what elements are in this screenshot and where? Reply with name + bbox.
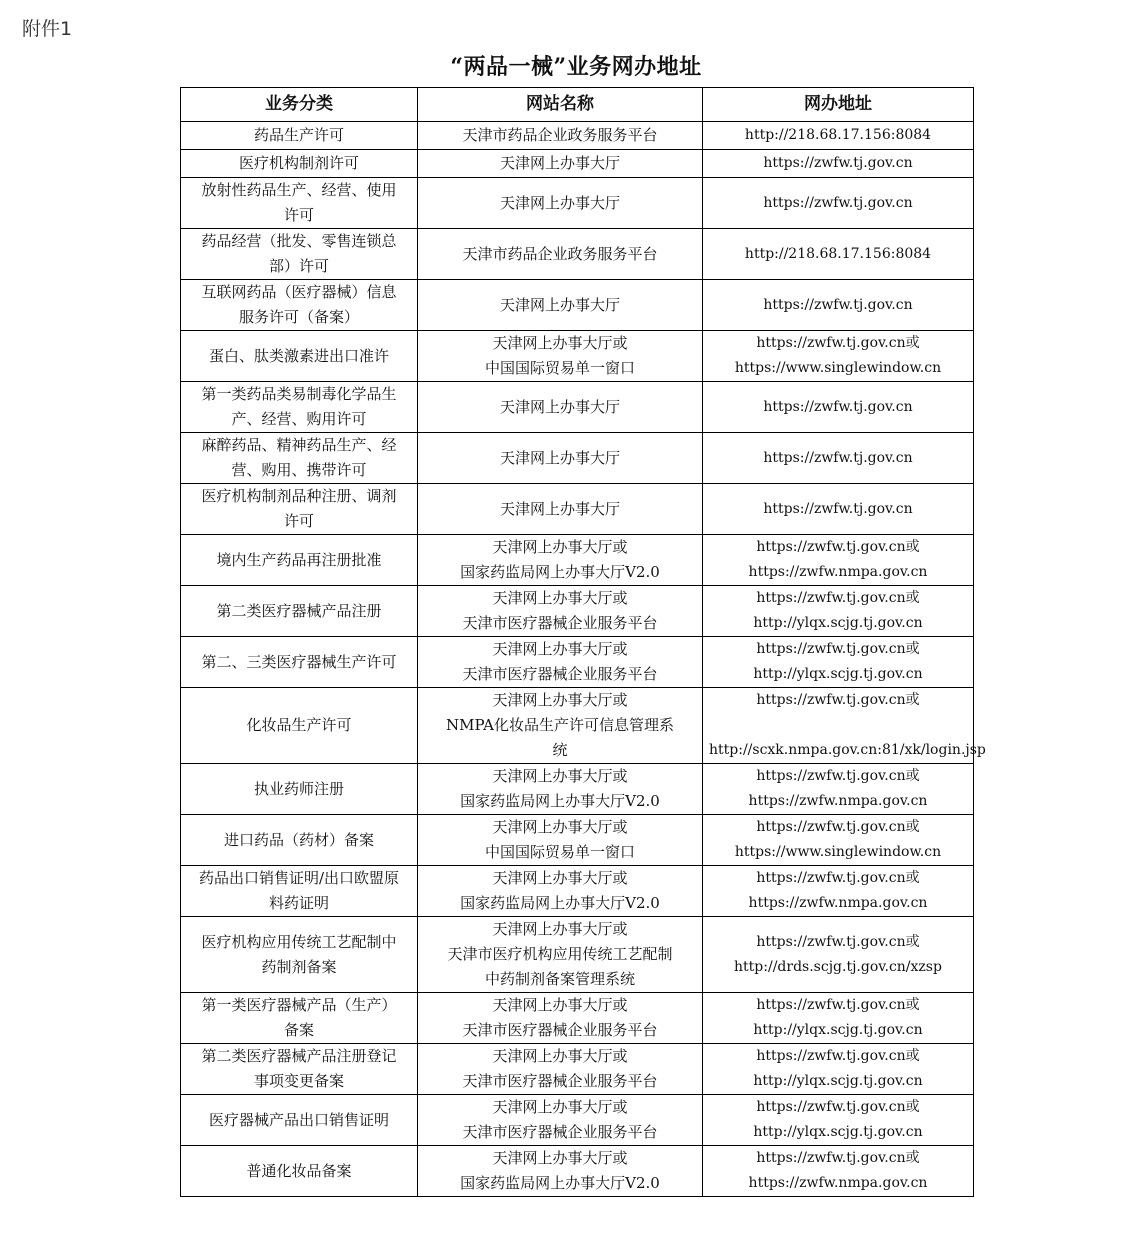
category-cell [181, 280, 418, 331]
site-name-cell-line: 天津网上办事大厅 [499, 295, 620, 314]
site-name-cell-line: 天津市医疗器械企业服务平台 [462, 665, 658, 683]
category-cell [181, 122, 418, 150]
url-cell-line[interactable]: https://zwfw.tj.gov.cn或 [756, 335, 920, 351]
category-cell-line: 第一类药品类易制毒化学品生 [201, 385, 397, 403]
site-name-cell [418, 433, 703, 484]
site-name-cell-line: 天津网上办事大厅 [499, 193, 620, 212]
category-cell-line: 第二类医疗器械产品注册 [216, 601, 382, 620]
table-row [181, 688, 974, 764]
url-cell [703, 1146, 974, 1197]
site-name-cell-line: 天津网上办事大厅或 [492, 334, 628, 352]
site-name-cell [418, 815, 703, 866]
site-name-cell-line: 天津网上办事大厅或 [492, 691, 628, 709]
url-cell-line[interactable]: http://scxk.nmpa.gov.cn:81/xk/login.jsp [709, 742, 986, 758]
category-cell-line: 第一类医疗器械产品（生产） [201, 996, 397, 1014]
table-row [181, 535, 974, 586]
site-name-cell [418, 993, 703, 1044]
category-cell [181, 535, 418, 586]
table-row [181, 122, 974, 150]
url-cell [703, 331, 974, 382]
table-row [181, 280, 974, 331]
table-row [181, 917, 974, 993]
site-name-cell [418, 1095, 703, 1146]
site-name-cell-line: 天津网上办事大厅或 [492, 1149, 628, 1167]
category-cell [181, 1044, 418, 1095]
url-cell-line[interactable]: https://zwfw.nmpa.gov.cn [748, 793, 928, 809]
url-cell-line[interactable]: https://zwfw.tj.gov.cn或 [756, 870, 920, 886]
category-cell-line: 医疗机构制剂许可 [238, 154, 359, 172]
url-cell-line[interactable]: https://www.singlewindow.cn [734, 844, 942, 860]
category-cell-line: 药制剂备案 [261, 957, 337, 976]
site-name-cell [418, 637, 703, 688]
table-row [181, 586, 974, 637]
category-cell-line: 服务许可（备案） [238, 308, 359, 326]
site-name-cell [418, 1044, 703, 1095]
table-row [181, 1095, 974, 1146]
site-name-cell-line: 天津市药品企业政务服务平台 [462, 244, 658, 263]
url-cell [703, 484, 974, 535]
url-cell-line[interactable]: https://zwfw.tj.gov.cn或 [756, 1150, 920, 1166]
site-name-cell [418, 866, 703, 917]
url-cell [703, 150, 974, 178]
url-cell [703, 1095, 974, 1146]
url-cell-line[interactable]: http://ylqx.scjg.tj.gov.cn [753, 666, 923, 682]
table-header-row [181, 88, 974, 122]
category-cell [181, 815, 418, 866]
site-name-cell-line: 天津网上办事大厅 [499, 154, 620, 172]
category-cell [181, 433, 418, 484]
site-name-cell-line: 天津网上办事大厅或 [492, 1047, 628, 1065]
site-name-cell-line: 天津网上办事大厅或 [492, 818, 628, 836]
category-cell [181, 917, 418, 993]
url-cell-line[interactable]: http://ylqx.scjg.tj.gov.cn [753, 1022, 923, 1038]
category-cell-line: 第二、三类医疗器械生产许可 [201, 652, 397, 671]
category-cell-line: 营、购用、携带许可 [231, 461, 367, 479]
category-cell-line: 化妆品生产许可 [246, 716, 352, 734]
url-cell [703, 122, 974, 150]
table-row [181, 433, 974, 484]
table-row [181, 178, 974, 229]
category-cell [181, 178, 418, 229]
category-cell-line: 蛋白、肽类激素进出口准许 [208, 346, 389, 365]
url-cell-line[interactable] [709, 713, 967, 738]
category-cell-line: 药品出口销售证明/出口欧盟原 [198, 869, 400, 887]
page-title: “两品一械”业务网办地址 [450, 54, 702, 80]
table-row [181, 637, 974, 688]
category-cell [181, 586, 418, 637]
url-cell [703, 815, 974, 866]
site-name-cell-line: 天津网上办事大厅或 [492, 640, 628, 658]
column-header-url: 网办地址 [703, 88, 974, 122]
url-cell [703, 1044, 974, 1095]
url-cell-line[interactable]: http://218.68.17.156:8084 [744, 127, 932, 143]
site-name-cell [418, 484, 703, 535]
url-cell [703, 535, 974, 586]
url-cell-line[interactable]: https://zwfw.tj.gov.cn或 [756, 590, 920, 606]
url-cell-line[interactable]: https://www.singlewindow.cn [734, 360, 942, 376]
url-cell [703, 637, 974, 688]
url-cell-line[interactable]: https://zwfw.tj.gov.cn或 [756, 997, 920, 1013]
url-cell-line[interactable]: https://zwfw.tj.gov.cn [763, 194, 913, 211]
category-cell-line: 普通化妆品备案 [246, 1161, 352, 1180]
category-cell [181, 229, 418, 280]
site-name-cell [418, 178, 703, 229]
url-cell-line[interactable]: https://zwfw.tj.gov.cn或 [756, 539, 920, 555]
site-name-cell-line: 天津网上办事大厅或 [492, 869, 628, 887]
url-cell-line[interactable]: https://zwfw.tj.gov.cn [763, 500, 913, 517]
category-cell-line: 第二类医疗器械产品注册登记 [201, 1047, 397, 1065]
url-cell-line[interactable]: https://zwfw.tj.gov.cn [763, 296, 913, 313]
site-name-cell-line: 天津市医疗器械企业服务平台 [462, 1021, 658, 1039]
category-cell-line: 麻醉药品、精神药品生产、经 [201, 436, 397, 454]
category-cell [181, 484, 418, 535]
url-cell-line[interactable]: https://zwfw.tj.gov.cn或 [756, 819, 920, 835]
category-cell [181, 764, 418, 815]
site-name-cell [418, 688, 703, 764]
site-name-cell-line: 天津网上办事大厅或 [492, 996, 628, 1014]
category-cell-line: 互联网药品（医疗器械）信息 [201, 283, 397, 301]
url-cell-line[interactable]: https://zwfw.tj.gov.cn或 [756, 692, 920, 708]
url-cell-line[interactable]: http://218.68.17.156:8084 [744, 245, 932, 262]
site-name-cell-line: 天津市医疗器械企业服务平台 [462, 1123, 658, 1141]
url-cell-line[interactable]: http://ylqx.scjg.tj.gov.cn [753, 615, 923, 631]
category-cell [181, 150, 418, 178]
url-cell [703, 586, 974, 637]
category-cell-line: 事项变更备案 [253, 1072, 344, 1090]
url-cell-line[interactable]: https://zwfw.tj.gov.cn或 [756, 1048, 920, 1064]
site-name-cell-line: 国家药监局网上办事大厅V2.0 [460, 792, 660, 810]
site-name-cell-line: 天津网上办事大厅 [499, 448, 620, 467]
url-cell [703, 280, 974, 331]
category-cell-line: 进口药品（药材）备案 [223, 830, 374, 849]
category-cell [181, 1095, 418, 1146]
site-name-cell [418, 122, 703, 150]
url-cell [703, 917, 974, 993]
category-cell-line: 料药证明 [268, 894, 329, 912]
url-cell [703, 433, 974, 484]
category-cell-line: 医疗机构应用传统工艺配制中 [201, 932, 397, 951]
url-cell-line[interactable]: https://zwfw.nmpa.gov.cn [748, 564, 928, 580]
site-name-cell-line: 天津网上办事大厅 [499, 397, 620, 416]
site-name-cell-line: 天津网上办事大厅 [499, 499, 620, 518]
table-row [181, 1146, 974, 1197]
url-cell-line[interactable]: https://zwfw.tj.gov.cn或 [756, 641, 920, 657]
url-cell-line[interactable]: http://ylqx.scjg.tj.gov.cn [753, 1124, 923, 1140]
site-name-cell-line: 国家药监局网上办事大厅V2.0 [460, 894, 660, 912]
category-cell [181, 1146, 418, 1197]
category-cell-line: 许可 [283, 206, 314, 224]
site-name-cell-line: 统 [552, 741, 568, 759]
site-name-cell-line: 天津市药品企业政务服务平台 [462, 126, 658, 144]
site-name-cell-line: NMPA化妆品生产许可信息管理系 [445, 716, 675, 734]
category-cell [181, 331, 418, 382]
url-cell [703, 866, 974, 917]
table-row [181, 382, 974, 433]
url-cell-line[interactable]: https://zwfw.nmpa.gov.cn [748, 895, 928, 911]
table-row [181, 764, 974, 815]
category-cell-line: 医疗器械产品出口销售证明 [208, 1110, 389, 1129]
table-row [181, 150, 974, 178]
attachment-label: 附件1 [22, 18, 73, 40]
table-body [181, 122, 986, 1197]
site-name-cell-line: 天津市医疗机构应用传统工艺配制 [447, 945, 673, 963]
site-name-cell [418, 150, 703, 178]
category-cell-line: 医疗机构制剂品种注册、调剂 [201, 487, 397, 505]
url-cell [703, 178, 974, 229]
business-address-table [180, 87, 986, 1197]
table-row [181, 1044, 974, 1095]
category-cell-line: 境内生产药品再注册批准 [216, 550, 382, 569]
url-cell-line[interactable]: https://zwfw.tj.gov.cn [763, 449, 913, 466]
site-name-cell-line: 天津网上办事大厅或 [492, 920, 628, 938]
category-cell-line: 放射性药品生产、经营、使用 [201, 181, 397, 199]
category-cell [181, 688, 418, 764]
category-cell [181, 866, 418, 917]
url-cell-line[interactable]: http://drds.scjg.tj.gov.cn/xzsp [734, 958, 942, 975]
category-cell [181, 637, 418, 688]
url-cell [703, 229, 974, 280]
table-row [181, 866, 974, 917]
site-name-cell [418, 229, 703, 280]
column-header-site: 网站名称 [418, 88, 703, 122]
site-name-cell [418, 1146, 703, 1197]
table-row [181, 331, 974, 382]
category-cell-line: 产、经营、购用许可 [231, 410, 367, 428]
site-name-cell [418, 535, 703, 586]
category-cell-line: 备案 [283, 1021, 314, 1039]
site-name-cell [418, 382, 703, 433]
table-row [181, 229, 974, 280]
site-name-cell [418, 331, 703, 382]
site-name-cell-line: 天津市医疗器械企业服务平台 [462, 1072, 658, 1090]
category-cell-line: 部）许可 [268, 257, 329, 275]
url-cell-line[interactable]: https://zwfw.nmpa.gov.cn [748, 1175, 928, 1191]
category-cell-line: 许可 [283, 512, 314, 530]
site-name-cell-line: 中国国际贸易单一窗口 [484, 359, 635, 377]
url-cell-line[interactable]: https://zwfw.tj.gov.cn或 [756, 768, 920, 784]
site-name-cell-line: 国家药监局网上办事大厅V2.0 [460, 563, 660, 581]
category-cell-line: 药品经营（批发、零售连锁总 [201, 232, 397, 250]
site-name-cell-line: 国家药监局网上办事大厅V2.0 [460, 1174, 660, 1192]
site-name-cell-line: 中国国际贸易单一窗口 [484, 843, 635, 861]
url-cell-line[interactable]: https://zwfw.tj.gov.cn或 [756, 1099, 920, 1115]
column-header-category: 业务分类 [181, 88, 418, 122]
url-cell [703, 382, 974, 433]
site-name-cell-line: 天津网上办事大厅或 [492, 767, 628, 785]
category-cell [181, 382, 418, 433]
table-row [181, 484, 974, 535]
site-name-cell [418, 586, 703, 637]
site-name-cell-line: 天津网上办事大厅或 [492, 1098, 628, 1116]
site-name-cell [418, 764, 703, 815]
table-row [181, 993, 974, 1044]
url-cell [703, 993, 974, 1044]
table-row [181, 815, 974, 866]
site-name-cell-line: 中药制剂备案管理系统 [484, 970, 635, 988]
category-cell [181, 993, 418, 1044]
url-cell-line[interactable]: http://ylqx.scjg.tj.gov.cn [753, 1073, 923, 1089]
category-cell-line: 药品生产许可 [253, 126, 344, 144]
url-cell-line[interactable]: https://zwfw.tj.gov.cn [763, 398, 913, 415]
site-name-cell-line: 天津网上办事大厅或 [492, 538, 628, 556]
url-cell [703, 688, 986, 764]
url-cell-line[interactable]: https://zwfw.tj.gov.cn或 [756, 933, 920, 950]
category-cell-line: 执业药师注册 [253, 779, 344, 798]
url-cell-line[interactable]: https://zwfw.tj.gov.cn [763, 155, 913, 171]
url-cell [703, 764, 974, 815]
site-name-cell [418, 917, 703, 993]
site-name-cell-line: 天津网上办事大厅或 [492, 589, 628, 607]
site-name-cell [418, 280, 703, 331]
site-name-cell-line: 天津市医疗器械企业服务平台 [462, 614, 658, 632]
